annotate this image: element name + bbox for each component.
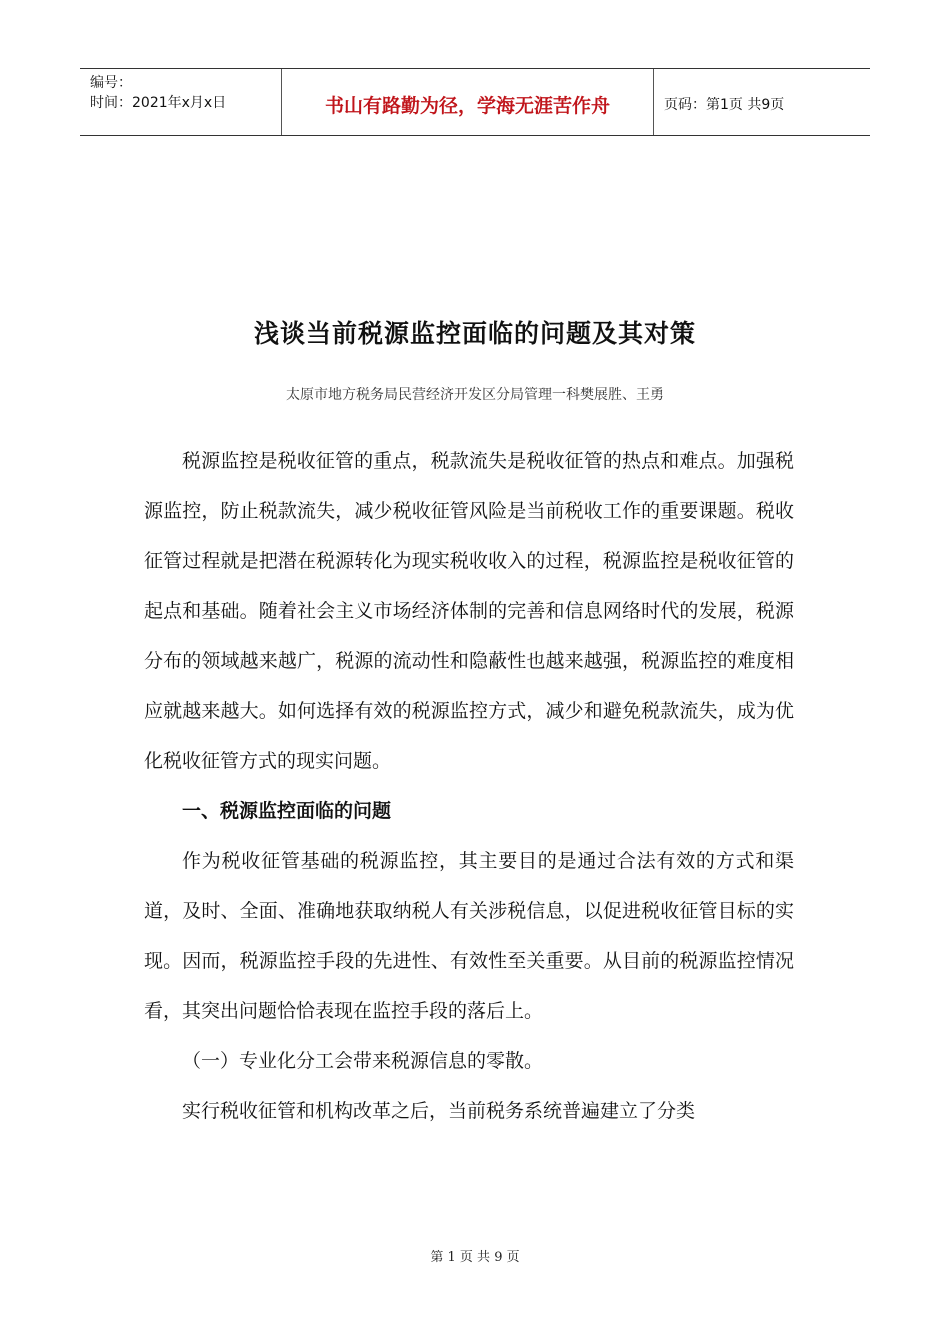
article-body <box>144 436 794 1136</box>
header-motto: 书山有路勤为径，学海无涯苦作舟 <box>282 69 654 135</box>
paragraph: 实行税收征管和机构改革之后，当前税务系统普遍建立了分类 <box>182 1100 696 1122</box>
article-title: 浅谈当前税源监控面临的问题及其对策 <box>253 319 696 348</box>
subsection-heading: （一）专业化分工会带来税源信息的零散。 <box>182 1050 544 1072</box>
number-label: 编号： <box>90 75 132 91</box>
article-author: 太原市地方税务局民营经济开发区分局管理一科樊展胜、王勇 <box>286 387 664 403</box>
time-label: 时间：2021年x月x日 <box>90 95 227 111</box>
page-header <box>80 68 870 136</box>
header-page-info: 页码：第1页 共9页 <box>664 97 785 113</box>
paragraph: 税源监控是税收征管的重点，税款流失是税收征管的热点和难点。加强税源监控，防止税款流失，减少税收征管风险是当前税收工作的重要课题。税收征管过程就是把潜在税源转化为现实税收收入的过程，税源监控是税收征管的起点和基础。随着社会主义市场经济体制的完善和信息网络时代的发展，税源分布的领域越来越广，税源的流动性和隐蔽性也越来越强，税源监控的难度相应就越来越大。如何选择有效的税源监控方式，减少和避免税款流失，成为优化税收征管方式的现实问题。 <box>144 450 794 772</box>
paragraph: 作为税收征管基础的税源监控，其主要目的是通过合法有效的方式和渠道，及时、全面、准确地获取纳税人有关涉税信息，以促进税收征管目标的实现。因而，税源监控手段的先进性、有效性至关重要。从目前的税源监控情况看，其突出问题恰恰表现在监控手段的落后上。 <box>144 850 794 1022</box>
header-meta <box>80 69 282 135</box>
section-heading: 一、税源监控面临的问题 <box>182 800 392 822</box>
page-footer: 第 1 页 共 9 页 <box>430 1250 520 1265</box>
